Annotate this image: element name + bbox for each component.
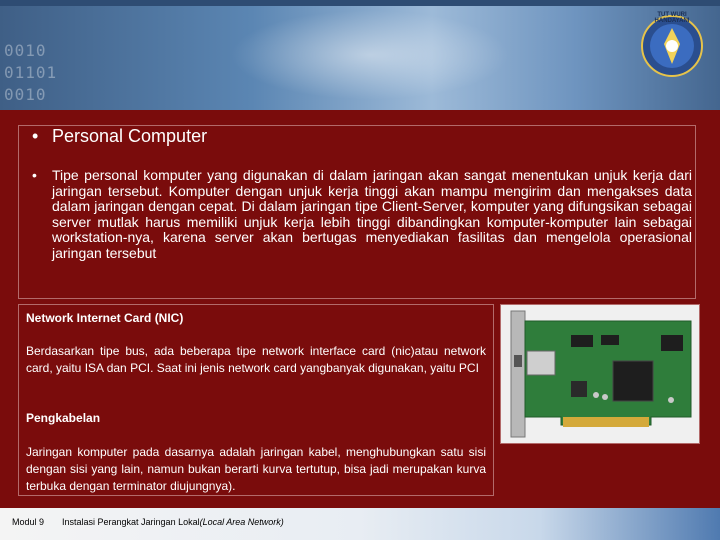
network-card-image <box>501 305 699 443</box>
footer-module: Modul 9 <box>12 517 45 527</box>
cabling-text: Jaringan komputer pada dasarnya adalah jaringan kabel, menghubungkan satu sisi dengan sisi yang lain, namun bukan berarti kurva tertutup, bisa jadi merupakan kurva terbuka dengan terminator diujungnya). <box>26 445 486 493</box>
paragraph-text: Tipe personal komputer yang digunakan di dalam jaringan akan sangat menentukan unjuk kerja dari jaringan tersebut. Komputer dengan unjuk kerja tinggi akan mampu mengirim dan mengakses data dalam jaringan dengan cepat. Di dalam jaringan tipe Client-Server, komputer yang difungsikan sebagai server mutlak harus memiliki unjuk kerja lebih tinggi dibandingkan komputer-komputer lain sebagai workstation-nya, karena server akan bertugas menyediakan fasilitas dan mengelola operasional jaringan tersebut <box>52 167 692 261</box>
binary-line: 0010 <box>4 41 47 60</box>
nic-title: Network Internet Card (NIC) <box>26 311 184 325</box>
footer-title <box>62 517 284 527</box>
heading-title: Personal Computer <box>52 126 208 146</box>
cabling-title: Pengkabelan <box>26 411 101 425</box>
heading-bullet: • <box>32 126 39 146</box>
banner-top-line <box>0 0 720 6</box>
personal-computer-paragraph <box>32 168 692 262</box>
paragraph-bullet: • <box>32 167 37 183</box>
header-banner <box>0 0 720 110</box>
nic-image-frame <box>500 304 700 444</box>
footer-title-italic: (Local Area Network) <box>199 517 284 527</box>
binary-line: 01101 <box>4 63 58 82</box>
nic-text: Berdasarkan tipe bus, ada beberapa tipe network interface card (nic)atau network card, yaitu ISA dan PCI. Saat ini jenis network card yangbanyak digunakan, yaitu PCI <box>26 344 486 375</box>
footer-title-prefix: Instalasi Perangkat Jaringan Lokal <box>62 517 200 527</box>
banner-glow <box>230 10 510 100</box>
logo-caption: TUT WURI HANDAYANI <box>654 12 690 24</box>
binary-line: 0010 <box>4 85 47 104</box>
section-heading <box>32 126 207 147</box>
banner-binary-text <box>4 40 57 106</box>
